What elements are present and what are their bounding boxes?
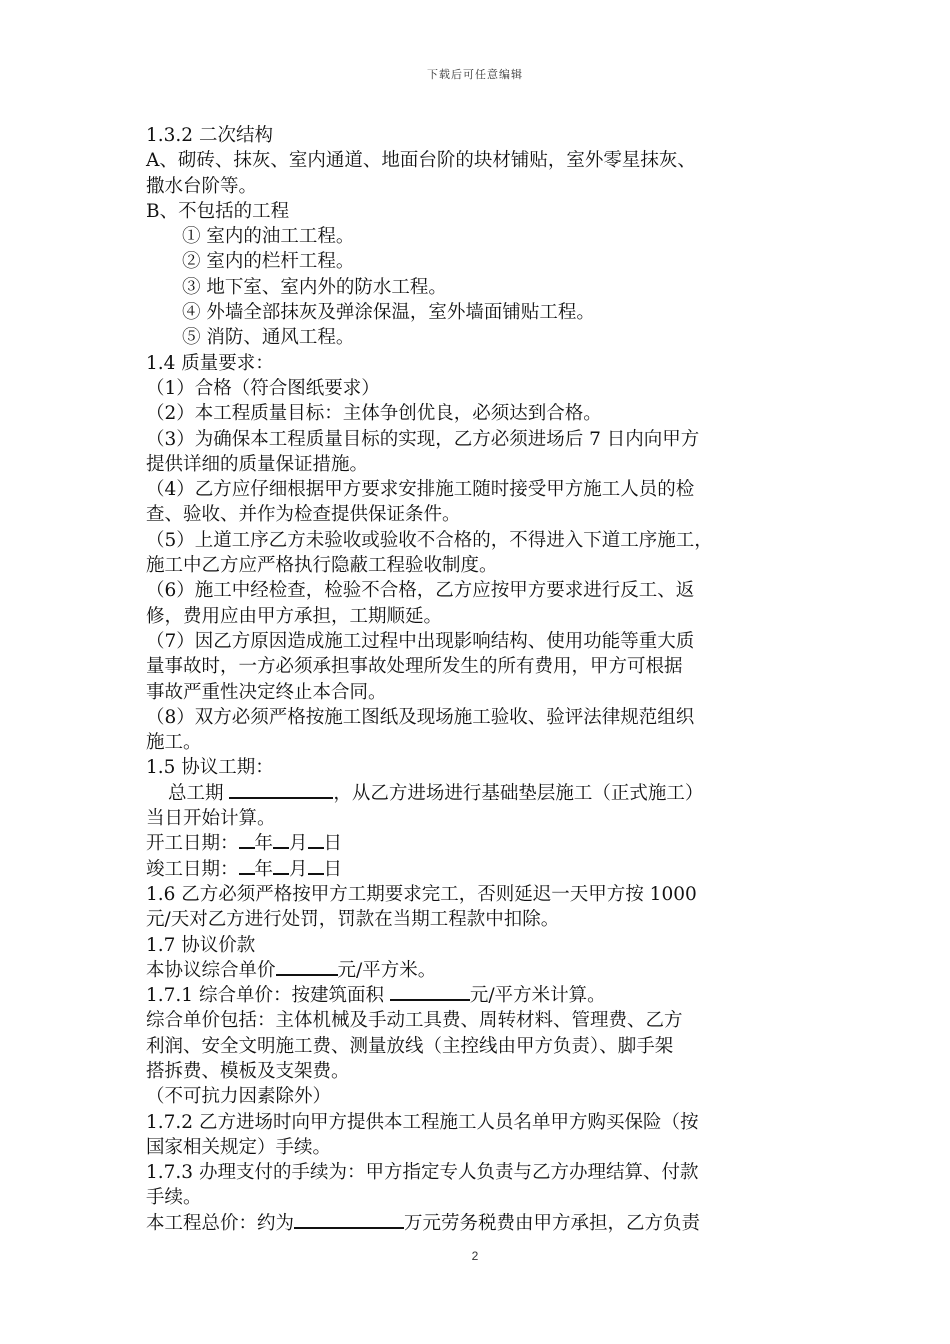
paragraph-line: 撒水台阶等。: [146, 175, 258, 197]
document-body: [146, 123, 816, 1236]
year-label: 年: [254, 833, 274, 855]
paragraph-line: 事故严重性决定终止本合同。: [146, 681, 387, 703]
section-heading-1-5: 1.5 协议工期：: [146, 757, 274, 779]
unit-price-label: 本协议综合单价: [146, 959, 276, 981]
list-item: ③ 地下室、室内外的防水工程。: [182, 276, 447, 298]
section-heading-1-7-2: 1.7.2 乙方进场时向甲方提供本工程施工人员名单甲方购买保险（按: [146, 1111, 699, 1133]
list-item: ① 室内的油工工程。: [182, 226, 355, 248]
paragraph-line: （6）施工中经检查，检验不合格，乙方应按甲方要求进行反工、返: [146, 580, 695, 602]
start-day-blank[interactable]: [308, 846, 324, 849]
paragraph-line: （5）上道工序乙方未验收或验收不合格的，不得进入下道工序施工，: [146, 529, 713, 551]
list-item: ④ 外墙全部抹灰及弹涂保温，室外墙面铺贴工程。: [182, 302, 595, 324]
total-duration-text: ，从乙方进场进行基础垫层施工（正式施工）: [333, 782, 704, 804]
total-price-line: [146, 1211, 816, 1236]
year-label: 年: [254, 858, 274, 880]
paragraph-line: （不可抗力因素除外）: [146, 1086, 332, 1108]
paragraph-line: 元/天对乙方进行处罚，罚款在当期工程款中扣除。: [146, 909, 560, 931]
paragraph-line: 搭拆费、模板及支架费。: [146, 1060, 350, 1082]
list-item: ② 室内的栏杆工程。: [182, 251, 355, 273]
section-heading-1-7: 1.7 协议价款: [146, 934, 256, 956]
comprehensive-price-label: 1.7.1 综合单价：按建筑面积: [146, 985, 384, 1007]
paragraph-line: 国家相关规定）手续。: [146, 1136, 332, 1158]
end-month-blank[interactable]: [273, 872, 289, 875]
day-label: 日: [323, 833, 343, 855]
paragraph-line: （4）乙方应仔细根据甲方要求安排施工随时接受甲方施工人员的检: [146, 479, 695, 501]
section-heading-1-6: 1.6 乙方必须严格按甲方工期要求完工，否则延迟一天甲方按 1000: [146, 883, 697, 905]
page-number: 2: [471, 1249, 479, 1263]
section-heading-1-3-2: 1.3.2 二次结构: [146, 125, 273, 146]
start-month-blank[interactable]: [273, 846, 289, 849]
unit-price-line: [146, 958, 816, 983]
paragraph-line: （7）因乙方原因造成施工过程中出现影响结构、使用功能等重大质: [146, 630, 695, 652]
paragraph-line: 施工中乙方应严格执行隐蔽工程验收制度。: [146, 555, 498, 577]
end-date-line: [146, 857, 816, 882]
paragraph-line: 综合单价包括：主体机械及手动工具费、周转材料、管理费、乙方: [146, 1010, 683, 1032]
unit-price-unit: 元/平方米。: [337, 959, 437, 981]
comprehensive-price-blank[interactable]: [390, 998, 470, 1001]
end-date-label: 竣工日期：: [146, 858, 239, 880]
paragraph-line: （1）合格（符合图纸要求）: [146, 377, 380, 399]
paragraph-line: 提供详细的质量保证措施。: [146, 453, 369, 475]
total-duration-line: [146, 781, 816, 806]
day-label: 日: [323, 858, 343, 880]
paragraph-line: 施工。: [146, 732, 202, 754]
paragraph-line: B、不包括的工程: [146, 200, 290, 222]
total-duration-blank[interactable]: [229, 796, 333, 799]
paragraph-line: 当日开始计算。: [146, 808, 276, 830]
paragraph-line: 查、验收、并作为检查提供保证条件。: [146, 504, 461, 526]
list-item: ⑤ 消防、通风工程。: [182, 327, 355, 349]
comprehensive-price-line: [146, 983, 816, 1008]
unit-price-blank[interactable]: [276, 973, 338, 976]
month-label: 月: [289, 833, 308, 855]
end-year-blank[interactable]: [239, 872, 255, 875]
paragraph-line: 利润、安全文明施工费、测量放线（主控线由甲方负责）、脚手架: [146, 1035, 674, 1057]
total-price-text: 万元劳务税费由甲方承担，乙方负责: [404, 1212, 701, 1234]
total-price-blank[interactable]: [294, 1226, 404, 1229]
start-year-blank[interactable]: [239, 846, 255, 849]
paragraph-line: A、砌砖、抹灰、室内通道、地面台阶的块材铺贴，室外零星抹灰、: [146, 150, 696, 172]
paragraph-line: （2）本工程质量目标：主体争创优良，必须达到合格。: [146, 403, 602, 425]
paragraph-line: （3）为确保本工程质量目标的实现，乙方必须进场后 7 日内向甲方: [146, 428, 700, 450]
paragraph-line: 量事故时，一方必须承担事故处理所发生的所有费用，甲方可根据: [146, 656, 683, 678]
start-date-label: 开工日期：: [146, 833, 239, 855]
paragraph-line: 修，费用应由甲方承担，工期顺延。: [146, 605, 443, 627]
comprehensive-price-unit: 元/平方米计算。: [469, 985, 606, 1007]
section-heading-1-4: 1.4 质量要求：: [146, 352, 274, 374]
paragraph-line: （8）双方必须严格按施工图纸及现场施工验收、验评法律规范组织: [146, 706, 695, 728]
month-label: 月: [289, 858, 308, 880]
total-duration-label: 总工期: [168, 782, 224, 804]
start-date-line: [146, 831, 816, 856]
total-price-label: 本工程总价：约为: [146, 1212, 295, 1234]
section-heading-1-7-3: 1.7.3 办理支付的手续为：甲方指定专人负责与乙方办理结算、付款: [146, 1162, 699, 1184]
page-header-note: 下载后可任意编辑: [427, 68, 523, 81]
end-day-blank[interactable]: [308, 872, 324, 875]
paragraph-line: 手续。: [146, 1187, 202, 1209]
